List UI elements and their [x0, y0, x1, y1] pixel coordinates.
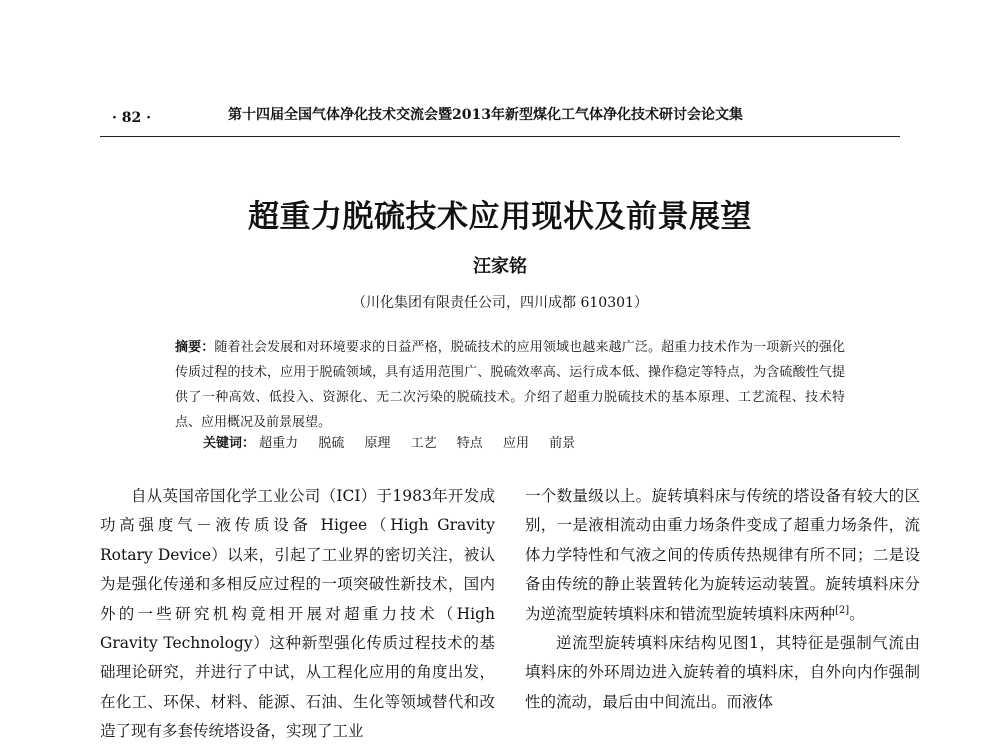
left-column	[100, 482, 495, 747]
abstract	[175, 335, 845, 435]
keyword: 前景	[549, 436, 576, 451]
body-paragraph: 逆流型旋转填料床结构见图1，其特征是强制气流由填料床的外环周边进入旋转着的填料床，自外向内作强制性的流动，最后由中间流出。而液体	[525, 634, 920, 711]
header-divider	[100, 136, 900, 137]
abstract-text: 随着社会发展和对环境要求的日益严格，脱硫技术的应用领域也越来越广泛。超重力技术作为一项新兴的强化传质过程的技术，应用于脱硫领域，具有适用范围广、脱硫效率高、运行成本低、操作稳定等特点，为含硫酸性气提供了一种高效、低投入、资源化、无二次污染的脱硫技术。介绍了超重力脱硫技术的基本原理、工艺流程、技术特点、应用概况及前景展望。	[175, 340, 845, 430]
abstract-label: 摘要：	[175, 340, 215, 355]
keyword: 原理	[364, 436, 391, 451]
keyword: 应用	[502, 436, 529, 451]
keyword-list	[259, 436, 591, 451]
author-affiliation: （川化集团有限责任公司，四川成都 610301）	[352, 295, 648, 311]
body-text: 一个数量级以上。旋转填料床与传统的塔设备有较大的区别，一是液相流动由重力场条件变成了超重力场条件，流体力学特性和气液之间的传质传热规律有所不同；二是设备由传统的静止装置转化为旋转运动装置。旋转填料床分为逆流型旋转填料床和错流型旋转填料床两种	[525, 487, 920, 623]
body-paragraph: 自从英国帝国化学工业公司（ICI）于1983年开发成功高强度气－液传质设备 Higee（High Gravity Rotary Device）以来，引起了工业界的密切关注，被认为是强化传递和多相反应过程的一项突破性新技术，国内外的一些研究机构竟相开展对超重力技术（High Gravity Technology）这种新型强化传质过程技术的基础理论研究，并进行了中试，从工程化应用的角度出发，在化工、环保、材料、能源、石油、生化等领域替代和改造了现有多套传统塔设备，实现了工业	[100, 487, 495, 741]
keywords	[203, 431, 843, 456]
author-name: 汪家铭	[473, 256, 527, 277]
keyword: 特点	[456, 436, 483, 451]
keywords-label: 关键词：	[203, 436, 256, 451]
keyword: 脱硫	[318, 436, 345, 451]
body-paragraph	[525, 482, 920, 629]
page-number: · 82 ·	[112, 110, 151, 126]
keyword: 工艺	[410, 436, 437, 451]
body-columns	[100, 482, 920, 741]
right-column	[525, 482, 920, 717]
running-header	[100, 104, 900, 128]
proceedings-title: 第十四届全国气体净化技术交流会暨2013年新型煤化工气体净化技术研讨会论文集	[228, 107, 743, 123]
sentence-end: 。	[849, 604, 865, 623]
citation-reference: [2]	[835, 604, 850, 616]
article-title: 超重力脱硫技术应用现状及前景展望	[248, 199, 752, 235]
keyword: 超重力	[259, 436, 299, 451]
